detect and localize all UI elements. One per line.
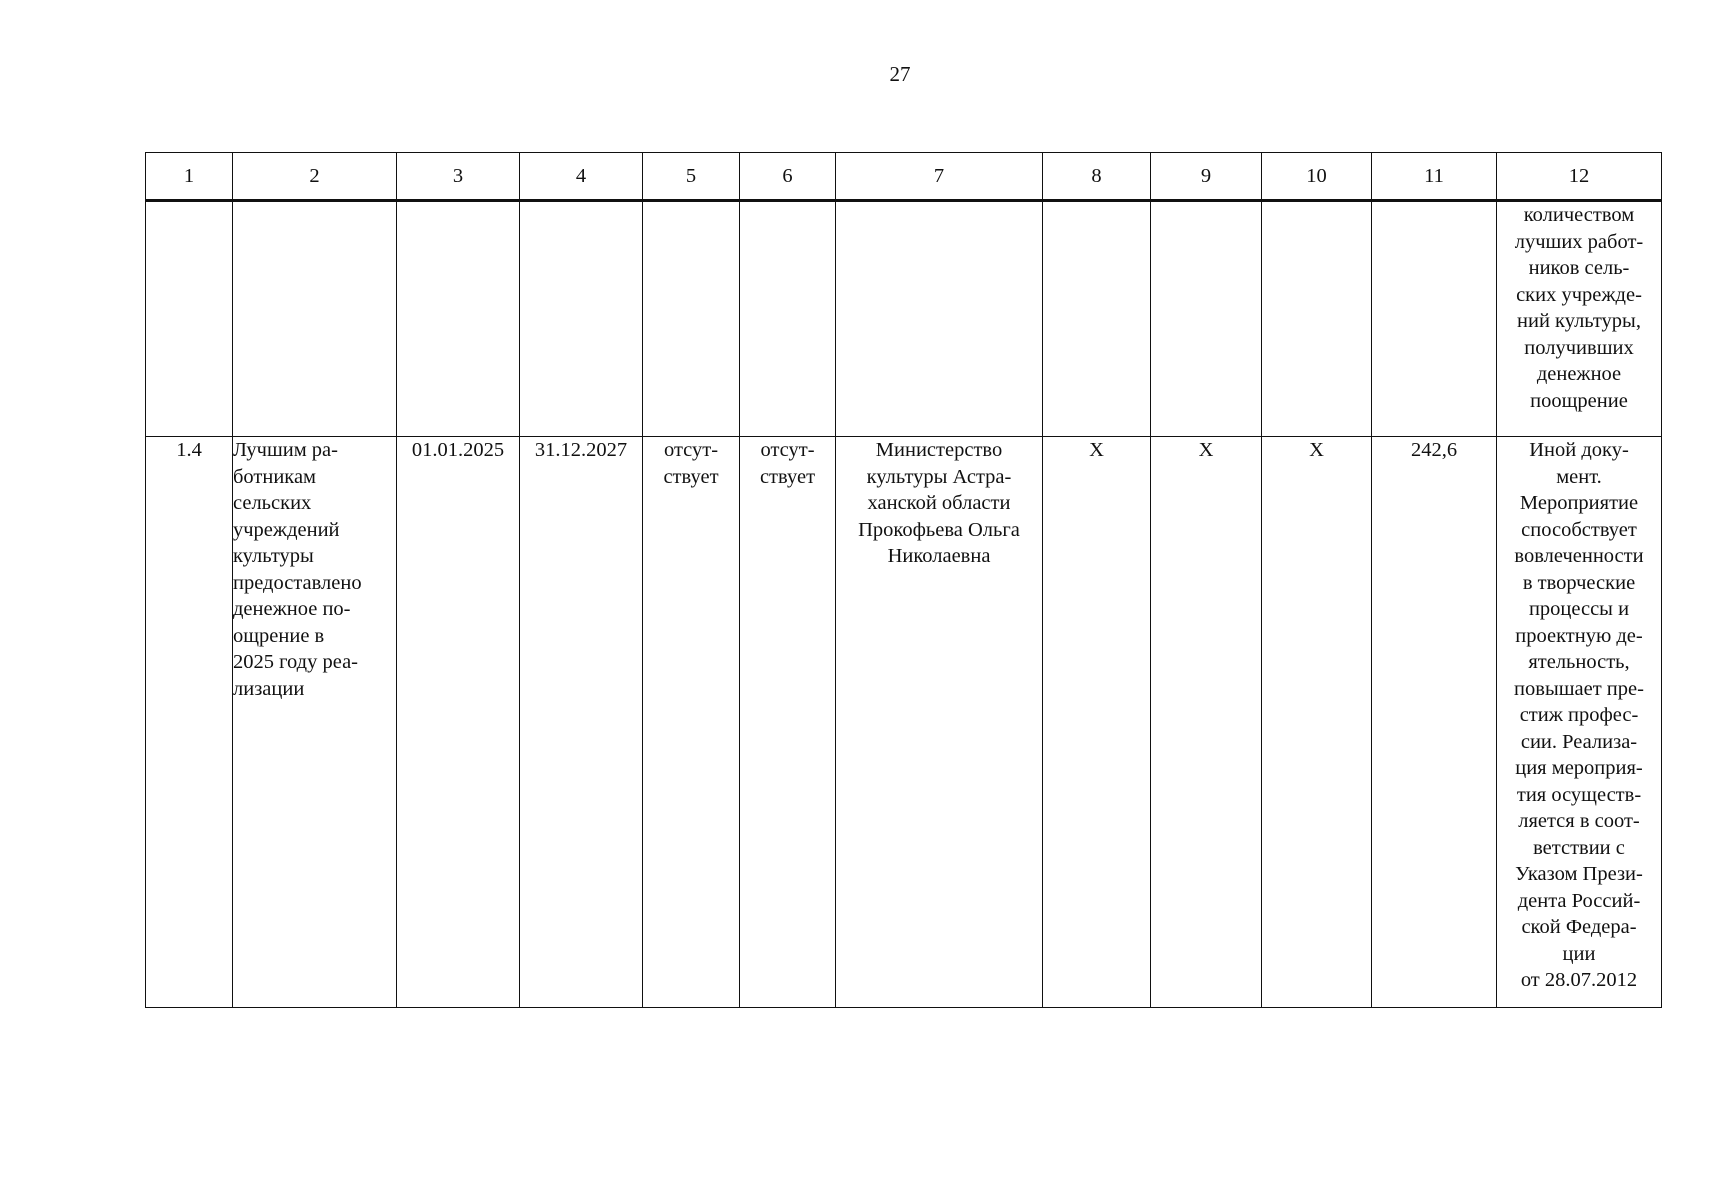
empty-cell: [740, 201, 836, 437]
header-row: [146, 153, 1662, 201]
column-header-9: 9: [1151, 153, 1262, 201]
column-header-12: 12: [1497, 153, 1662, 201]
empty-cell: [1043, 201, 1151, 437]
empty-cell: [233, 201, 397, 437]
empty-cell: [1151, 201, 1262, 437]
empty-cell: [643, 201, 740, 437]
measures-table: [145, 152, 1662, 1008]
page-number: 27: [889, 62, 911, 86]
column-8-value: Х: [1043, 437, 1151, 1008]
start-date: 01.01.2025: [397, 437, 520, 1008]
column-header-3: 3: [397, 153, 520, 201]
column-header-1: 1: [146, 153, 233, 201]
column-header-10: 10: [1262, 153, 1372, 201]
empty-cell: [520, 201, 643, 437]
column-header-4: 4: [520, 153, 643, 201]
column-header-6: 6: [740, 153, 836, 201]
column-10-value: Х: [1262, 437, 1372, 1008]
column-9-value: Х: [1151, 437, 1262, 1008]
document-note: Иной доку- мент. Мероприятие способствует вовлеченности в творческие процессы и проектную де- ятельность, повышает пре- стиж профес- сии. Реализа- ция мероприя- тия осуществ- ляется в соот- ветствии с Указом Прези- дента Россий- ской Федера- ции от 28.07.2012: [1497, 437, 1662, 1008]
empty-cell: [1372, 201, 1497, 437]
row-number: 1.4: [146, 437, 233, 1008]
end-date: 31.12.2027: [520, 437, 643, 1008]
table-row-continuation: [146, 201, 1662, 437]
column-header-5: 5: [643, 153, 740, 201]
continuation-text: количеством лучших работ- ников сель- ских учрежде- ний культуры, получивших денежное поощрение: [1497, 201, 1662, 437]
measure-description: Лучшим ра- ботникам сельских учреждений культуры предоставлено денежное по- ощрение в 2025 году реа- лизации: [233, 437, 397, 1008]
empty-cell: [397, 201, 520, 437]
empty-cell: [1262, 201, 1372, 437]
column-header-8: 8: [1043, 153, 1151, 201]
column-header-11: 11: [1372, 153, 1497, 201]
amount-value: 242,6: [1372, 437, 1497, 1008]
empty-cell: [146, 201, 233, 437]
column-5-value: отсут- ствует: [643, 437, 740, 1008]
empty-cell: [836, 201, 1043, 437]
responsible-executor: Министерство культуры Астра- ханской области Прокофьева Ольга Николаевна: [836, 437, 1043, 1008]
column-header-7: 7: [836, 153, 1043, 201]
column-6-value: отсут- ствует: [740, 437, 836, 1008]
table-row: [146, 437, 1662, 1008]
column-header-2: 2: [233, 153, 397, 201]
